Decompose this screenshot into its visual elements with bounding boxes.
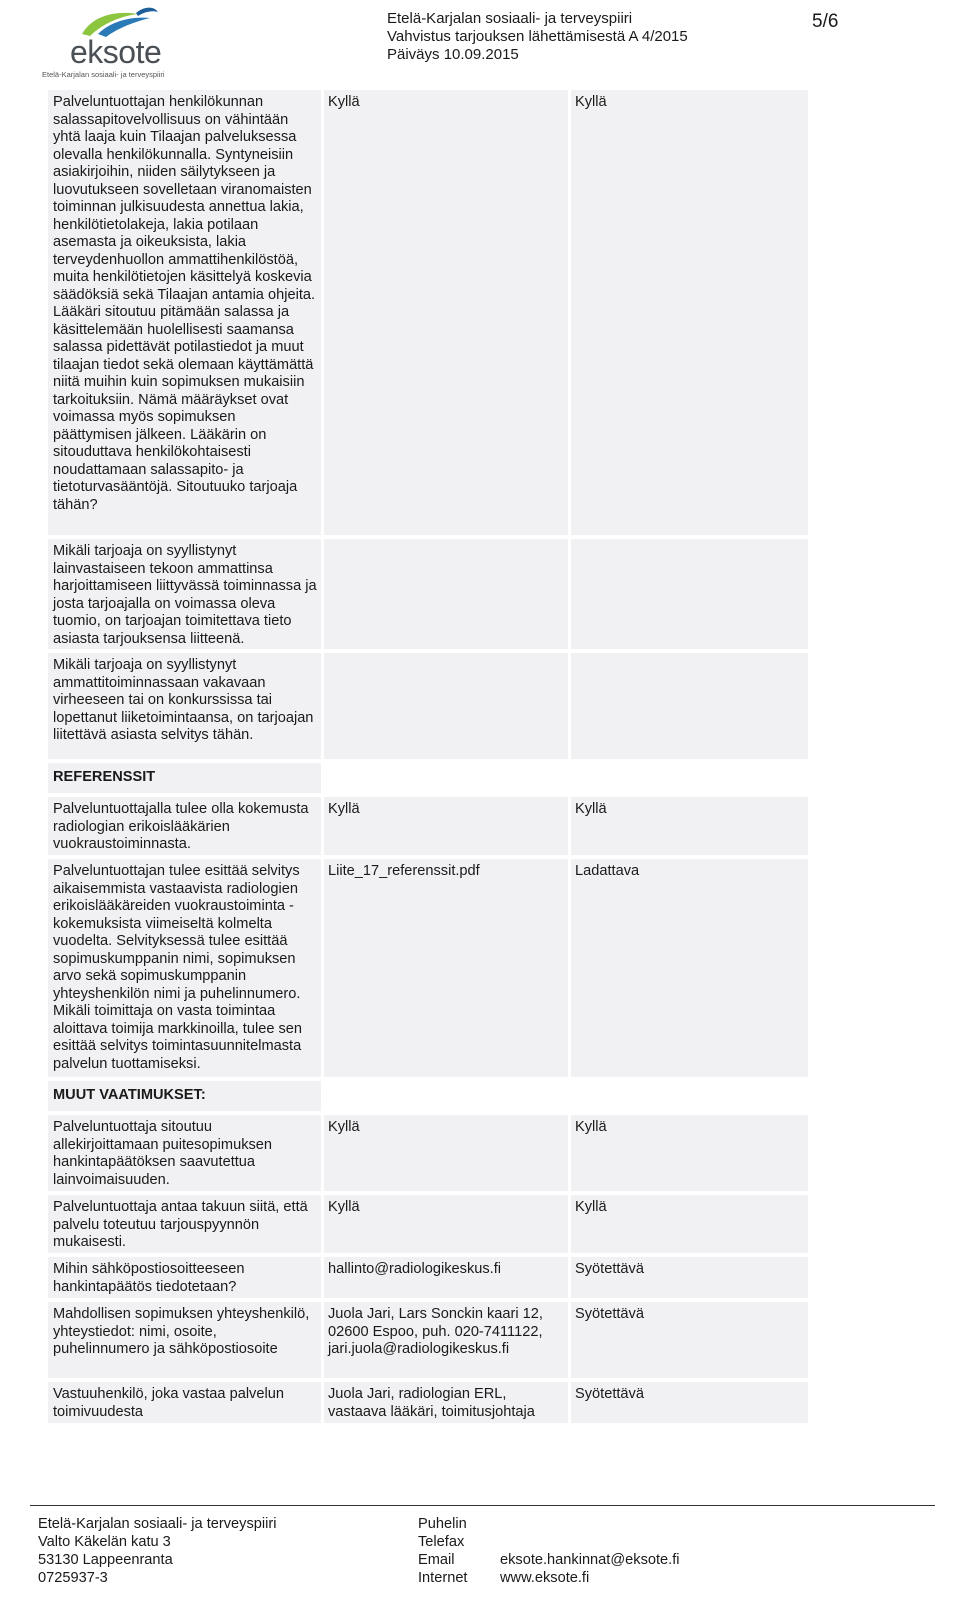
answer-cell: Kyllä: [324, 1115, 568, 1191]
eksote-logo: [40, 4, 210, 80]
type-cell: [571, 653, 808, 759]
table-row: [48, 859, 808, 1077]
table-row: [48, 1195, 808, 1253]
type-cell: [571, 539, 808, 649]
question-cell: Palveluntuottaja antaa takuun siitä, että palvelu toteutuu tarjouspyynnön mukaisesti.: [48, 1195, 321, 1253]
section-heading-references: REFERENSSIT: [48, 763, 321, 793]
footer-address: [38, 1515, 276, 1587]
header-doc-title: Vahvistus tarjouksen lähettämisestä A 4/2015: [387, 28, 688, 45]
footer-email-link[interactable]: eksote.hankinnat@eksote.fi: [500, 1552, 680, 1568]
attachment-link[interactable]: Liite_17_referenssit.pdf: [324, 859, 568, 1077]
footer-org: Etelä-Karjalan sosiaali- ja terveyspiiri: [38, 1516, 277, 1532]
phone-label: Puhelin: [418, 1516, 467, 1532]
question-cell: Palveluntuottaja sitoutuu allekirjoittamaan puitesopimuksen hankintapäätöksen saavutettua lainvoimaisuuden.: [48, 1115, 321, 1191]
email-label: Email: [418, 1552, 455, 1568]
answer-cell: Kyllä: [324, 1195, 568, 1253]
question-cell: Palveluntuottajan tulee esittää selvitys aikaisemmista vastaavista radiologien erikoislääkäreiden vuokraustoiminta -kokemuksista viimeiseltä kolmelta vuodelta. Selvityksessä tulee esittää sopimuskumppanin nimi, sopimuksen arvo sekä sopimuskumppanin yhteyshenkilön nimi ja puhelinnumero. Mikäli toimittaja on vasta toimintaa aloittava toimija markkinoilla, tulee sen esittää selvitys toimintasuunnitelmasta palvelun tuottamiseksi.: [48, 859, 321, 1077]
type-cell: Syötettävä: [571, 1382, 808, 1423]
header-date: Päiväys 10.09.2015: [387, 46, 519, 63]
answer-cell: Kyllä: [324, 90, 568, 535]
logo-tagline: Etelä-Karjalan sosiaali- ja terveyspiiri: [42, 70, 165, 79]
table-row: [48, 90, 808, 535]
footer-business-id: 0725937-3: [38, 1570, 108, 1586]
section-heading-other: MUUT VAATIMUKSET:: [48, 1081, 321, 1111]
requirements-table: [48, 90, 808, 1427]
fax-label: Telefax: [418, 1534, 465, 1550]
footer-street: Valto Käkelän katu 3: [38, 1534, 171, 1550]
question-cell: Palveluntuottajan henkilökunnan salassapitovelvollisuus on vähintään yhtä laaja kuin Tilaajan palveluksessa olevalla henkilökunnalla. Syntyneisiin asiakirjoihin, niiden säilytykseen ja luovutukseen sovelletaan viranomaisten toiminnan julkisuudesta annettua lakia, henkilötietolakeja, lakia potilaan asemasta ja oikeuksista, lakia terveydenhuollon ammattihenkilöstöä, muita henkilötietojen käsittelyä koskevia säädöksiä sekä Tilaajan antamia ohjeita. Lääkäri sitoutuu pitämään salassa ja käsittelemään huolellisesti saamansa salassa pidettävät potilastiedot ja muut tilaajan tiedot sekä olemaan käyttämättä niitä muihin kuin sopimuksen mukaisiin tarkoituksiin. Nämä määräykset ovat voimassa myös sopimuksen päättymisen jälkeen. Lääkärin on sitouduttava henkilökohtaisesti noudattamaan salassapito- ja tietoturvasääntöjä. Sitoutuuko tarjoaja tähän?: [48, 90, 321, 535]
logo-wordmark: eksote: [70, 34, 162, 70]
header-org: Etelä-Karjalan sosiaali- ja terveyspiiri: [387, 10, 633, 27]
web-label: Internet: [418, 1570, 468, 1586]
answer-cell: Juola Jari, Lars Sonckin kaari 12, 02600 Espoo, puh. 020-7411122, jari.juola@radiologikeskus.fi: [324, 1302, 568, 1378]
footer-divider: [30, 1505, 935, 1506]
footer-web-link[interactable]: www.eksote.fi: [500, 1570, 590, 1586]
answer-cell: Kyllä: [324, 797, 568, 855]
type-cell: Syötettävä: [571, 1257, 808, 1298]
type-cell: Kyllä: [571, 90, 808, 535]
footer-postal: 53130 Lappeenranta: [38, 1552, 173, 1568]
table-row: [48, 1115, 808, 1191]
answer-cell: hallinto@radiologikeskus.fi: [324, 1257, 568, 1298]
footer-contact-labels: [418, 1515, 468, 1587]
type-cell: Kyllä: [571, 797, 808, 855]
answer-cell: Juola Jari, radiologian ERL, vastaava lääkäri, toimitusjohtaja: [324, 1382, 568, 1423]
table-row: [48, 539, 808, 649]
document-header: [387, 10, 688, 64]
table-row: [48, 1382, 808, 1423]
table-row: [48, 1257, 808, 1298]
footer-contact-values: [500, 1515, 680, 1587]
answer-cell: [324, 539, 568, 649]
type-cell: Syötettävä: [571, 1302, 808, 1378]
type-cell: Kyllä: [571, 1195, 808, 1253]
question-cell: Palveluntuottajalla tulee olla kokemusta radiologian erikoislääkärien vuokraustoiminnasta.: [48, 797, 321, 855]
question-cell: Mikäli tarjoaja on syyllistynyt ammattitoiminnassaan vakavaan virheeseen tai on konkurssissa tai lopettanut liiketoimintaansa, on tarjoajan liitettävä asiasta selvitys tähän.: [48, 653, 321, 759]
answer-cell: [324, 653, 568, 759]
question-cell: Mihin sähköpostiosoitteeseen hankintapäätös tiedotetaan?: [48, 1257, 321, 1298]
table-row: [48, 653, 808, 759]
table-row: [48, 797, 808, 855]
page-number: 5/6: [812, 11, 839, 32]
type-cell: Kyllä: [571, 1115, 808, 1191]
question-cell: Mikäli tarjoaja on syyllistynyt lainvastaiseen tekoon ammattinsa harjoittamiseen liittyvässä toiminnassa ja josta tarjoajalla on voimassa oleva tuomio, on tarjoajan toimitettava tieto asiasta tarjouksensa liitteenä.: [48, 539, 321, 649]
question-cell: Vastuuhenkilö, joka vastaa palvelun toimivuudesta: [48, 1382, 321, 1423]
table-row: [48, 1302, 808, 1378]
question-cell: Mahdollisen sopimuksen yhteyshenkilö, yhteystiedot: nimi, osoite, puhelinnumero ja sähköpostiosoite: [48, 1302, 321, 1378]
type-cell: Ladattava: [571, 859, 808, 1077]
